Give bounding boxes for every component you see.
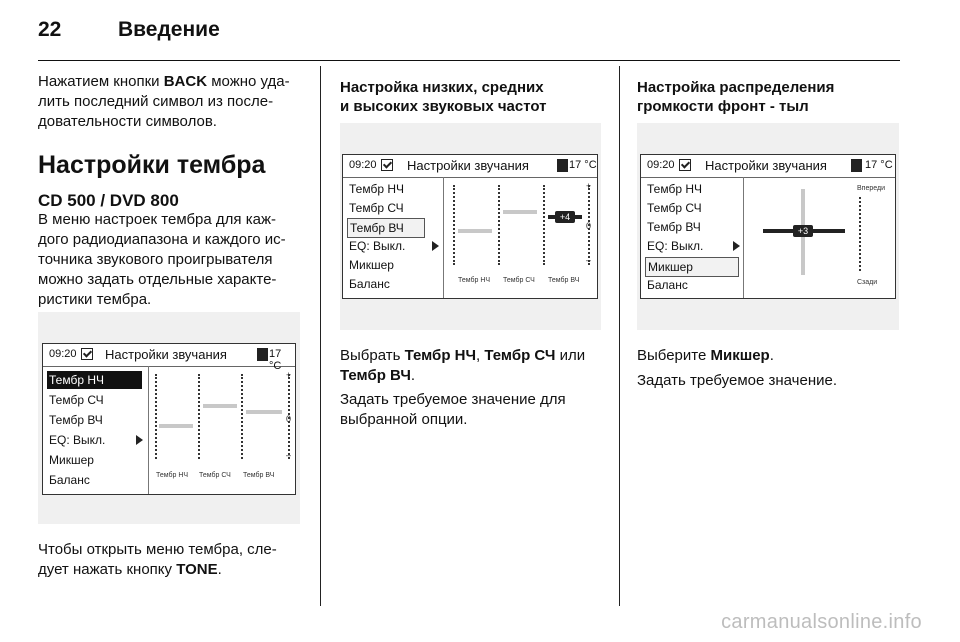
menu-item-mid[interactable]: Тембр СЧ: [647, 201, 702, 215]
screen-illustration-1: [38, 312, 300, 524]
check-icon: [381, 159, 393, 171]
body-text: дого радиодиапазона и каждого ис-: [38, 231, 286, 248]
menu-item-balance[interactable]: Баланс: [49, 473, 90, 487]
tone-menu: [343, 177, 444, 298]
body-text: Чтобы открыть меню тембра, сле-: [38, 541, 277, 558]
fader-value-badge: +3: [793, 225, 813, 237]
menu-item-fader[interactable]: Микшер: [49, 453, 94, 467]
column-divider-2: [619, 66, 620, 606]
model-subheading: CD 500 / DVD 800: [38, 191, 179, 210]
screen-status-bar: [43, 344, 295, 372]
caption-mid: Тембр СЧ: [503, 277, 535, 284]
sound-settings-screen: [42, 343, 296, 495]
caption-bass: Тембр НЧ: [458, 277, 491, 284]
separator: ,: [476, 347, 485, 364]
screen-status-bar: [641, 155, 895, 178]
label-rear: Сзади: [857, 279, 878, 286]
set-value-paragraph: [340, 390, 610, 430]
option-fader: Микшер: [710, 347, 770, 364]
body-text: точника звукового проигрывателя: [38, 251, 273, 268]
intro-text: лить последний символ из после-: [38, 93, 274, 110]
arrow-right-icon: [136, 435, 143, 445]
level-mid: [203, 404, 237, 408]
temperature: 17 °C: [269, 348, 282, 372]
column-divider-1: [320, 66, 321, 606]
scale-minus: –: [586, 255, 592, 265]
menu-item-treble[interactable]: Тембр ВЧ: [347, 218, 425, 238]
scale-treble: [543, 185, 545, 265]
heading-line: громкости фронт - тыл: [637, 98, 809, 115]
separator: .: [410, 367, 416, 384]
phone-icon: [257, 348, 268, 361]
column-1: [38, 72, 308, 132]
body-text: Выбрать: [340, 347, 405, 364]
caption-bass: Тембр НЧ: [156, 472, 189, 479]
treble-value-badge: +4: [555, 211, 575, 223]
tone-menu: [43, 366, 149, 494]
temperature: 17 °C: [865, 159, 893, 171]
intro-paragraph: [38, 72, 308, 132]
arrow-right-icon: [733, 241, 740, 251]
screen-title: Настройки звучания: [705, 158, 827, 173]
scale-minus: –: [286, 450, 292, 460]
menu-item-balance[interactable]: Баланс: [349, 277, 390, 291]
section-heading-tone: Настройки тембра: [38, 151, 266, 179]
screen-illustration-3: [637, 123, 899, 330]
body-text: или: [555, 347, 586, 364]
body-text: Задать требуемое значение для: [340, 391, 566, 408]
body-text: В меню настроек тембра для каж-: [38, 211, 276, 228]
level-treble: [246, 410, 282, 414]
screen-title: Настройки звучания: [407, 158, 529, 173]
menu-item-bass[interactable]: Тембр НЧ: [349, 182, 404, 196]
option-bass: Тембр НЧ: [404, 347, 477, 364]
menu-item-fader[interactable]: Микшер: [645, 257, 739, 277]
menu-item-eq[interactable]: EQ: Выкл.: [647, 239, 704, 253]
screen-status-bar: [343, 155, 597, 178]
option-mid: Тембр СЧ: [484, 347, 556, 364]
scale-mid: [198, 374, 200, 459]
heading-line: Настройка распределения: [637, 79, 835, 96]
watermark: carmanualsonline.info: [721, 611, 922, 633]
menu-item-treble[interactable]: Тембр ВЧ: [49, 413, 103, 427]
scale-plus: +: [586, 181, 592, 191]
sound-settings-screen: [640, 154, 896, 299]
heading-bass-mid-treble: [340, 78, 547, 116]
page-title: Введение: [118, 18, 220, 41]
scale-zero: 0: [586, 221, 592, 231]
menu-item-eq[interactable]: EQ: Выкл.: [49, 433, 106, 447]
label-front: Впереди: [857, 185, 885, 192]
scale-bass: [155, 374, 157, 459]
clock: 09:20: [49, 348, 77, 360]
arrow-right-icon: [432, 241, 439, 251]
open-tone-instructions: [38, 540, 313, 580]
scale-mid: [498, 185, 500, 265]
set-fader-paragraph: Задать требуемое значение.: [637, 372, 838, 389]
separator: .: [769, 347, 774, 364]
phone-icon: [851, 159, 862, 172]
tone-description: [38, 210, 313, 310]
body-text: ристики тембра.: [38, 291, 152, 308]
scale-zero: 0: [286, 414, 292, 424]
tone-menu: [641, 177, 744, 298]
option-treble: Тембр ВЧ: [340, 367, 411, 384]
intro-text: можно уда-: [207, 73, 290, 90]
check-icon: [81, 348, 93, 360]
caption-treble: Тембр ВЧ: [243, 472, 275, 479]
caption-treble: Тембр ВЧ: [548, 277, 580, 284]
scale-treble: [241, 374, 243, 459]
level-bass: [458, 229, 492, 233]
level-mid: [503, 210, 537, 214]
body-text: .: [217, 561, 222, 578]
body-text: можно задать отдельные характе-: [38, 271, 277, 288]
menu-item-bass[interactable]: Тембр НЧ: [647, 182, 702, 196]
screen-illustration-2: [340, 123, 601, 330]
heading-line: Настройка низких, средних: [340, 79, 544, 96]
body-text: выбранной опции.: [340, 411, 468, 428]
scale-bass: [453, 185, 455, 265]
caption-mid: Тембр СЧ: [199, 472, 231, 479]
fader-scale: [859, 197, 861, 271]
intro-text: Нажатием кнопки: [38, 73, 164, 90]
select-fader-paragraph: [637, 346, 907, 366]
heading-fader: [637, 78, 834, 116]
check-icon: [679, 159, 691, 171]
clock: 09:20: [647, 159, 675, 171]
scale-plus: +: [286, 370, 292, 380]
header-rule: [38, 60, 900, 61]
phone-icon: [557, 159, 568, 172]
menu-item-eq[interactable]: EQ: Выкл.: [349, 239, 406, 253]
menu-item-bass[interactable]: Тембр НЧ: [47, 371, 142, 389]
back-key: BACK: [163, 73, 208, 90]
menu-item-fader[interactable]: Микшер: [349, 258, 394, 272]
clock: 09:20: [349, 159, 377, 171]
select-option-paragraph: [340, 346, 610, 386]
level-bass: [159, 424, 193, 428]
menu-item-treble[interactable]: Тембр ВЧ: [647, 220, 701, 234]
body-text: Выберите: [637, 347, 711, 364]
menu-item-mid[interactable]: Тембр СЧ: [349, 201, 404, 215]
menu-item-mid[interactable]: Тембр СЧ: [49, 393, 104, 407]
body-text: дует нажать кнопку: [38, 561, 177, 578]
page-number: 22: [38, 18, 62, 41]
intro-text: довательности символов.: [38, 113, 217, 130]
temperature: 17 °C: [569, 159, 597, 171]
sound-settings-screen: [342, 154, 598, 299]
heading-line: и высоких звуковых частот: [340, 98, 547, 115]
tone-key: TONE: [176, 561, 218, 578]
menu-item-balance[interactable]: Баланс: [647, 278, 688, 292]
screen-title: Настройки звучания: [105, 347, 227, 362]
